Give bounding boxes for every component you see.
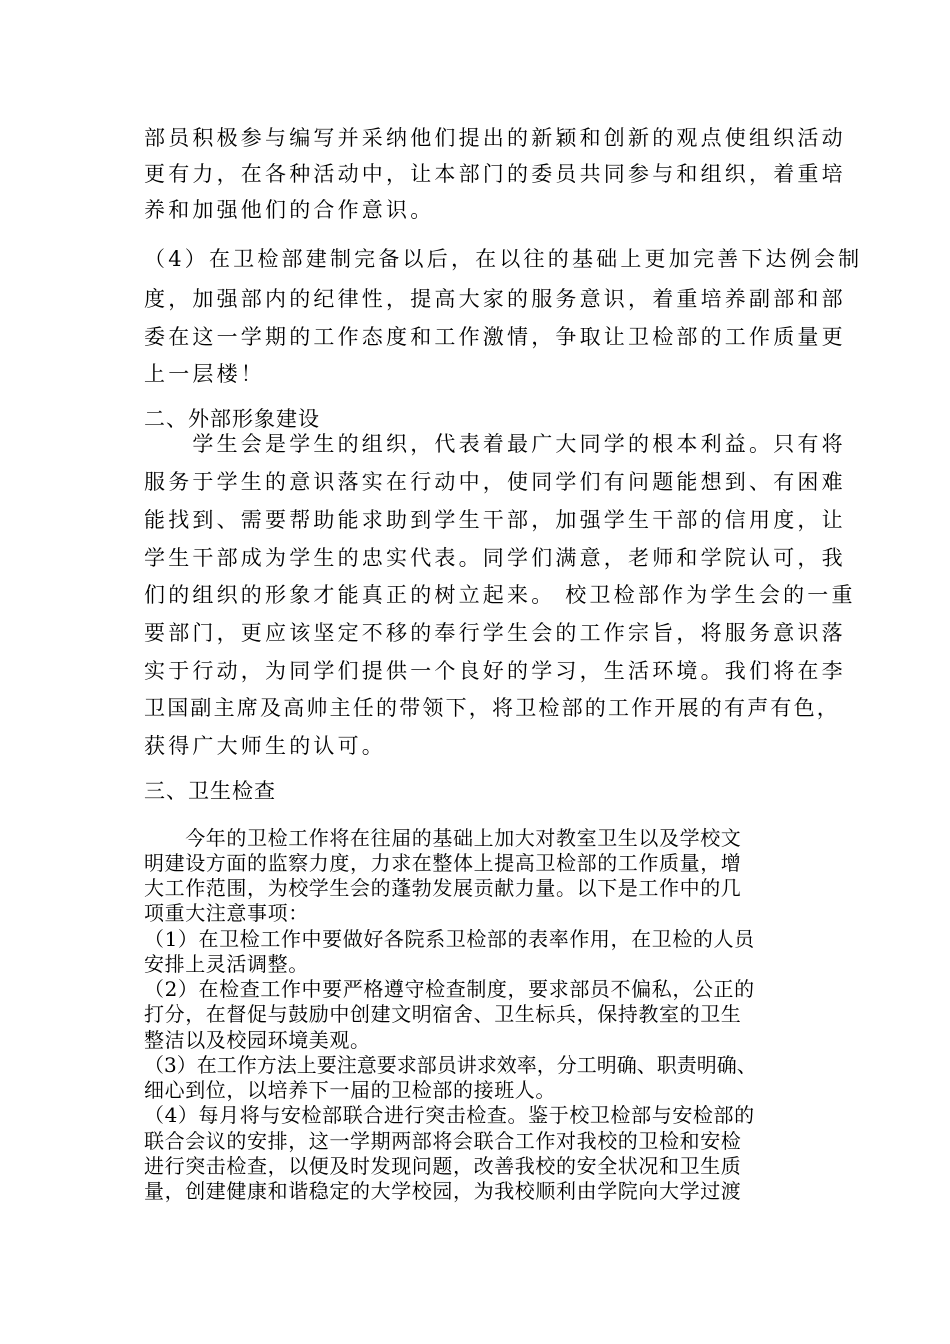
list-item: 量，创建健康和谐稳定的大学校园，为我校顺利由学院向大学过渡 <box>144 1179 742 1203</box>
list-item: 安排上灵活调整。 <box>144 952 309 976</box>
paragraph-line: 能找到、需要帮助能求助到学生干部，加强学生干部的信用度，让 <box>144 508 846 532</box>
paragraph-line: 上一层楼！ <box>144 362 265 386</box>
section-heading: 三、卫生检查 <box>144 779 276 803</box>
paragraph-line: 项重大注意事项： <box>144 901 309 925</box>
list-item: （2）在检查工作中要严格遵守检查制度，要求部员不偏私，公正的 <box>144 977 755 1001</box>
paragraph-line: 明建设方面的监察力度，力求在整体上提高卫检部的工作质量，增 <box>144 851 742 875</box>
paragraph-line: 更有力，在各种活动中，让本部门的委员共同参与和组织，着重培 <box>144 162 846 186</box>
paragraph-line: 大工作范围，为校学生会的蓬勃发展贡献力量。以下是工作中的几 <box>144 876 742 900</box>
paragraph-line: 养和加强他们的合作意识。 <box>144 198 435 222</box>
list-item: （1）在卫检工作中要做好各院系卫检部的表率作用，在卫检的人员 <box>144 927 755 951</box>
list-item: 联合会议的安排，这一学期两部将会联合工作对我校的卫检和安检 <box>144 1129 742 1153</box>
list-item: 打分，在督促与鼓励中创建文明宿舍、卫生标兵，保持教室的卫生 <box>144 1002 742 1026</box>
paragraph-line: 们的组织的形象才能真正的树立起来。 校卫检部作为学生会的一重 <box>144 583 856 607</box>
list-item: 细心到位，以培养下一届的卫检部的接班人。 <box>144 1078 556 1102</box>
paragraph-line: 卫国副主席及高帅主任的带领下，将卫检部的工作开展的有声有色， <box>144 696 840 720</box>
paragraph-line: 学生干部成为学生的忠实代表。同学们满意，老师和学院认可，我 <box>144 546 846 570</box>
paragraph-line: 获得广大师生的认可。 <box>144 734 386 758</box>
paragraph-line: 今年的卫检工作将在往届的基础上加大对教室卫生以及学校文 <box>144 826 742 850</box>
section-heading: 二、外部形象建设 <box>144 407 320 431</box>
list-item: 进行突击检查，以便及时发现问题，改善我校的安全状况和卫生质 <box>144 1154 742 1178</box>
paragraph-line: 学生会是学生的组织，代表着最广大同学的根本利益。只有将 <box>144 432 846 456</box>
paragraph-line: 部员积极参与编写并采纳他们提出的新颖和创新的观点使组织活动 <box>144 126 846 150</box>
paragraph-line: 服务于学生的意识落实在行动中，使同学们有问题能想到、有困难 <box>144 470 846 494</box>
list-item: 整洁以及校园环境美观。 <box>144 1028 371 1052</box>
paragraph-line: 度，加强部内的纪律性，提高大家的服务意识，着重培养副部和部 <box>144 287 846 311</box>
paragraph-line: 要部门，更应该坚定不移的奉行学生会的工作宗旨，将服务意识落 <box>144 621 846 645</box>
paragraph-line: （4）在卫检部建制完备以后，在以往的基础上更加完善下达例会制 <box>144 247 863 271</box>
list-item: （4）每月将与安检部联合进行突击检查。鉴于校卫检部与安检部的 <box>144 1103 755 1127</box>
list-item: （3）在工作方法上要注意要求部员讲求效率，分工明确、职责明确、 <box>144 1053 757 1077</box>
paragraph-line: 实于行动，为同学们提供一个良好的学习，生活环境。我们将在李 <box>144 659 846 683</box>
paragraph-line: 委在这一学期的工作态度和工作激情，争取让卫检部的工作质量更 <box>144 325 846 349</box>
